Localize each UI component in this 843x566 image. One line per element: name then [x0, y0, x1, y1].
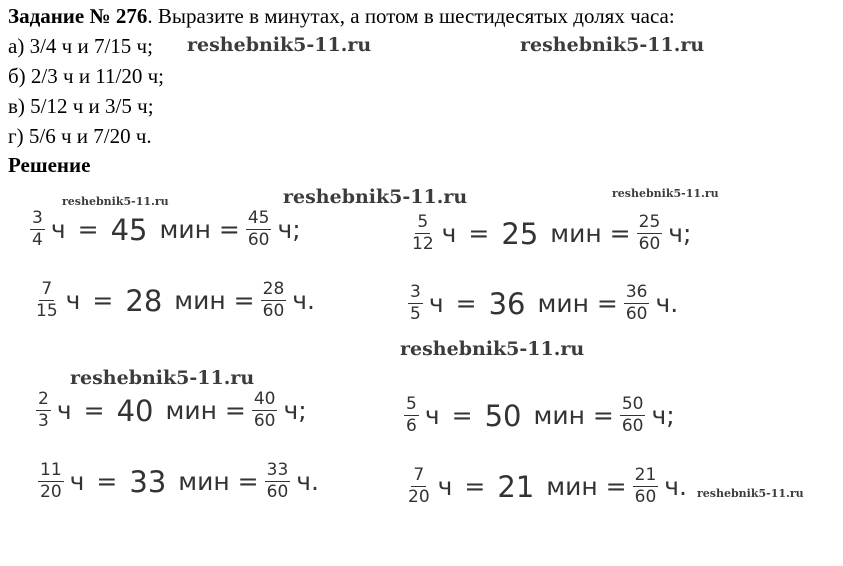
equation: $\frac{11}{20}$ ч = 33 мин = $\frac{33}{60}$ ч.: [40, 460, 319, 502]
fraction-hours: $\frac{11}{20}$: [40, 460, 62, 502]
fraction-hours: $\frac{7}{20}$: [408, 465, 430, 507]
task-item-b: б) 2/3 ч и 11/20 ч;: [8, 64, 165, 88]
equation: $\frac{3}{4}$ ч = 45 мин = $\frac{45}{60}$ ч;: [32, 208, 301, 250]
solution-heading: Решение: [8, 153, 91, 177]
fraction-sixtieths: $\frac{21}{60}$: [634, 465, 657, 507]
equation: $\frac{2}{3}$ ч = 40 мин = $\frac{40}{60}$ ч;: [38, 389, 307, 431]
fraction-hours: $\frac{5}{6}$: [406, 394, 417, 436]
fraction-sixtieths: $\frac{28}{60}$: [262, 279, 285, 321]
fraction-sixtieths: $\frac{50}{60}$: [621, 394, 644, 436]
minutes-value: 25: [501, 216, 539, 251]
fraction-sixtieths: $\frac{25}{60}$: [638, 212, 661, 254]
minutes-value: 33: [129, 464, 167, 499]
fraction-hours: $\frac{3}{5}$: [410, 282, 421, 324]
fraction-hours: $\frac{3}{4}$: [32, 208, 43, 250]
watermark: reshebnik5-11.ru: [283, 186, 468, 208]
watermark: reshebnik5-11.ru: [187, 34, 372, 56]
watermark: reshebnik5-11.ru: [62, 195, 169, 208]
minutes-value: 28: [125, 283, 163, 318]
task-text: . Выразите в минутах, а потом в шестидесятых долях часа:: [147, 4, 675, 28]
equation: $\frac{3}{5}$ ч = 36 мин = $\frac{36}{60}$ ч.: [410, 282, 679, 324]
task-item-v: в) 5/12 ч и 3/5 ч;: [8, 94, 154, 118]
equation: $\frac{7}{15}$ ч = 28 мин = $\frac{28}{60}$ ч.: [36, 279, 315, 321]
watermark: reshebnik5-11.ru: [400, 338, 585, 360]
minutes-value: 45: [110, 212, 148, 247]
watermark: reshebnik5-11.ru: [520, 34, 705, 56]
fraction-hours: $\frac{2}{3}$: [38, 389, 49, 431]
minutes-value: 21: [497, 469, 535, 504]
task-item-g: г) 5/6 ч и 7/20 ч.: [8, 124, 152, 148]
fraction-sixtieths: $\frac{45}{60}$: [247, 208, 270, 250]
watermark: reshebnik5-11.ru: [612, 187, 719, 200]
equation: $\frac{7}{20}$ ч = 21 мин = $\frac{21}{60}$ ч.: [408, 465, 687, 507]
minutes-value: 36: [488, 286, 526, 321]
task-item-a: а) 3/4 ч и 7/15 ч;: [8, 34, 153, 58]
task-title: Задание № 276: [8, 4, 148, 28]
fraction-sixtieths: $\frac{33}{60}$: [266, 460, 289, 502]
minutes-value: 40: [116, 393, 154, 428]
watermark: reshebnik5-11.ru: [697, 487, 804, 500]
minutes-value: 50: [484, 398, 522, 433]
fraction-hours: $\frac{7}{15}$: [36, 279, 58, 321]
task-title-line: [8, 4, 675, 28]
watermark: reshebnik5-11.ru: [70, 367, 255, 389]
equation: $\frac{5}{12}$ ч = 25 мин = $\frac{25}{60}$ ч;: [412, 212, 692, 254]
fraction-sixtieths: $\frac{36}{60}$: [625, 282, 648, 324]
equation: $\frac{5}{6}$ ч = 50 мин = $\frac{50}{60}$ ч;: [406, 394, 675, 436]
fraction-hours: $\frac{5}{12}$: [412, 212, 434, 254]
fraction-sixtieths: $\frac{40}{60}$: [253, 389, 276, 431]
